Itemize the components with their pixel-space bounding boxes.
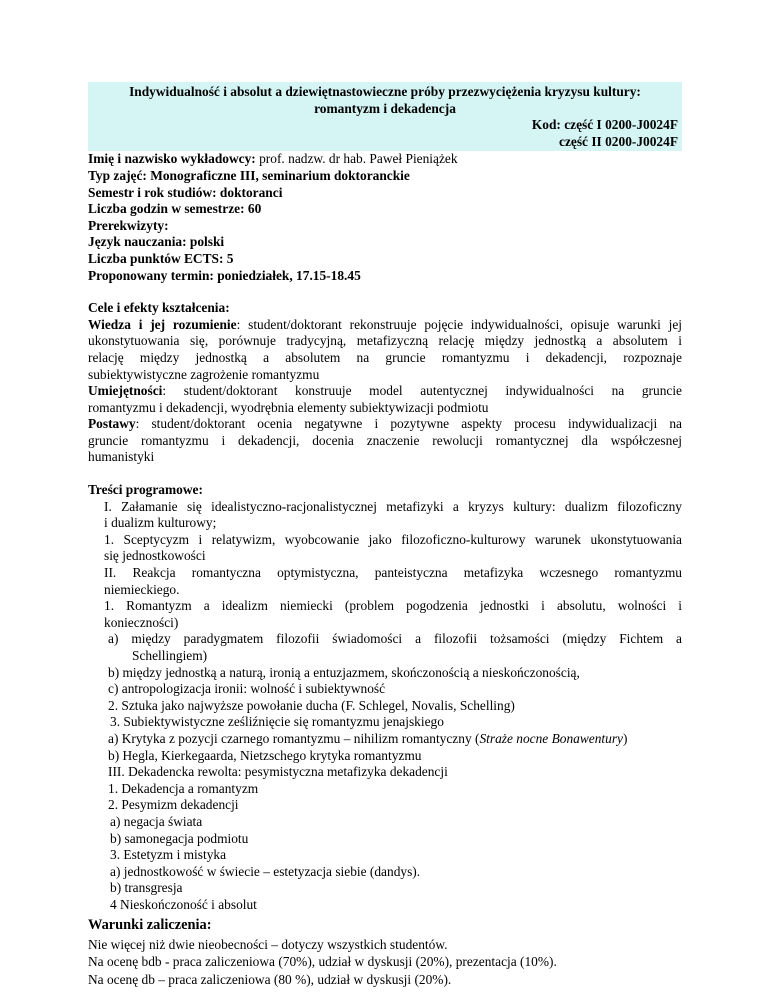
skills-line2: romantyzmu i dekadencji, wyodrębnia elementy subiektywizacji podmiotu [88, 399, 489, 415]
goals-section [88, 300, 682, 466]
program-item: 4 Nieskończoność i absolut [110, 896, 257, 912]
syllabus-page [88, 82, 682, 988]
knowledge-line4: subiektywistyczne zagrożenie romantyzmu [88, 366, 320, 382]
program-item: 2. Sztuka jako najwyższe powołanie ducha (F. Schlegel, Novalis, Schelling) [108, 697, 515, 713]
program-item: 2. Pesymizm dekadencji [108, 797, 239, 813]
program-item-text: a) Krytyka z pozycji czarnego romantyzmu – nihilizm romantyczny ( [108, 730, 480, 746]
program-item: c) antropologizacja ironii: wolność i subiektywność [108, 681, 386, 697]
attitudes-label: Postawy [88, 416, 136, 432]
lecturer-label: Imię i nazwisko wykładowcy: [88, 151, 256, 167]
program-item: 3. Subiektywistyczne ześliźnięcie się romantyzmu jenajskiego [110, 714, 444, 730]
knowledge-line1 [88, 317, 682, 334]
requirements-section [88, 916, 682, 989]
program-item: b) Hegla, Kierkegaarda, Nietzschego krytyka romantyzmu [108, 747, 422, 763]
program-item: a) jednostkowość w świecie – estetyzacja siebie (dandys). [110, 863, 421, 879]
skills-label: Umiejętności [88, 383, 163, 399]
requirements-line: Na ocenę bdb - praca zaliczeniowa (70%), udział w dyskusji (20%), prezentacja (10%). [88, 954, 557, 969]
requirements-line: Na ocenę db – praca zaliczeniowa (80 %), udział w dyskusji (20%). [88, 971, 452, 987]
program-item: 1. Romantyzm a idealizm niemiecki (problem pogodzenia jednostki i absolutu, wolności i [104, 598, 682, 614]
knowledge-label: Wiedza i jej rozumienie [88, 316, 237, 332]
knowledge-line3: relację między jednostką a absolutem na gruncie romantyzmu i dekadencji, rozpoznaje [88, 349, 682, 365]
attitudes-text1: : student/doktorant ocenia negatywne i pozytywne aspekty procesu indywidualizacji na [135, 416, 682, 432]
program-item [108, 731, 682, 748]
lecturer-name: prof. nadzw. dr hab. Paweł Pieniążek [255, 151, 458, 167]
program-item: b) między jednostką a naturą, ironią a entuzjazmem, skończonością a nieskończonością, [108, 664, 580, 680]
skills-line1 [88, 383, 682, 400]
program-item: III. Dekadencka rewolta: pesymistyczna metafizyka dekadencji [108, 764, 448, 780]
knowledge-text1: : student/doktorant rekonstruuje pojęcie indywidualności, opisuje warunki jej [236, 316, 683, 332]
program-item: b) samonegacja podmiotu [110, 830, 249, 846]
semester: Semestr i rok studiów: doktoranci [88, 184, 283, 200]
requirements-line: Nie więcej niż dwie nieobecności – dotyczy wszystkich studentów. [88, 936, 448, 952]
prerequisites: Prerekwizyty: [88, 217, 169, 233]
course-info [88, 151, 682, 284]
program-item: b) transgresja [110, 880, 183, 896]
program-item-text: ) [623, 730, 628, 746]
program-heading: Treści programowe: [88, 482, 203, 498]
skills-text1: : student/doktorant konstruuje model autentycznej indywidualności na gruncie [162, 383, 682, 399]
program-sublist [88, 631, 682, 913]
ects-points: Liczba punktów ECTS: 5 [88, 250, 234, 266]
course-header [88, 82, 682, 151]
program-item: i dualizm kulturowy; [104, 515, 217, 531]
program-item: a) negacja świata [110, 813, 203, 829]
attitudes-line1 [88, 416, 682, 433]
program-item: się jednostkowości [104, 548, 206, 564]
program-list [88, 499, 682, 632]
course-title-line2: romantyzm i dekadencja [314, 100, 456, 116]
book-title: Straże nocne Bonawentury [479, 730, 624, 746]
knowledge-line2: ukonstytuowania się, porównuje tradycyjną, metafizyczną relację między jednostką a absolutem i [88, 333, 682, 349]
program-item: 1. Sceptycyzm i relatywizm, wyobcowanie jako filozoficzno-kulturowy warunek ukonstytuowania [104, 531, 682, 547]
attitudes-line2: gruncie romantyzmu i dekadencji, docenia znaczenie rewolucji romantycznej dla współczesnej [88, 432, 682, 448]
program-section [88, 482, 682, 913]
lecturer-line [88, 151, 682, 168]
attitudes-line3: humanistyki [88, 449, 155, 465]
program-item: konieczności) [104, 614, 179, 630]
course-code-part1: Kod: część I 0200-J0024F [531, 117, 678, 133]
program-item: I. Załamanie się idealistyczno-racjonalistycznej metafizyki a kryzys kultury: dualizm filozoficzny [104, 498, 682, 514]
language: Język nauczania: polski [88, 234, 225, 250]
program-item: a) między paradygmatem filozofii świadomości a filozofii tożsamości (między Fichtem a [108, 631, 682, 647]
program-item: Schellingiem) [132, 648, 208, 663]
program-item: 1. Dekadencja a romantyzm [108, 780, 259, 796]
program-item: II. Reakcja romantyczna optymistyczna, panteistyczna metafizyka wczesnego romantyzmu [104, 565, 682, 581]
proposed-term: Proponowany termin: poniedziałek, 17.15-18.45 [88, 267, 361, 283]
program-item: 3. Estetyzm i mistyka [110, 847, 227, 863]
course-type: Typ zajęć: Monograficzne III, seminarium doktoranckie [88, 167, 410, 183]
goals-heading: Cele i efekty kształcenia: [88, 300, 230, 316]
course-code-part2: część II 0200-J0024F [559, 133, 678, 149]
requirements-heading: Warunki zaliczenia: [88, 916, 212, 933]
program-item: niemieckiego. [104, 581, 180, 597]
course-title-line1: Indywidualność i absolut a dziewiętnastowieczne próby przezwyciężenia kryzysu kultury: [129, 84, 641, 99]
hours: Liczba godzin w semestrze: 60 [88, 201, 262, 217]
